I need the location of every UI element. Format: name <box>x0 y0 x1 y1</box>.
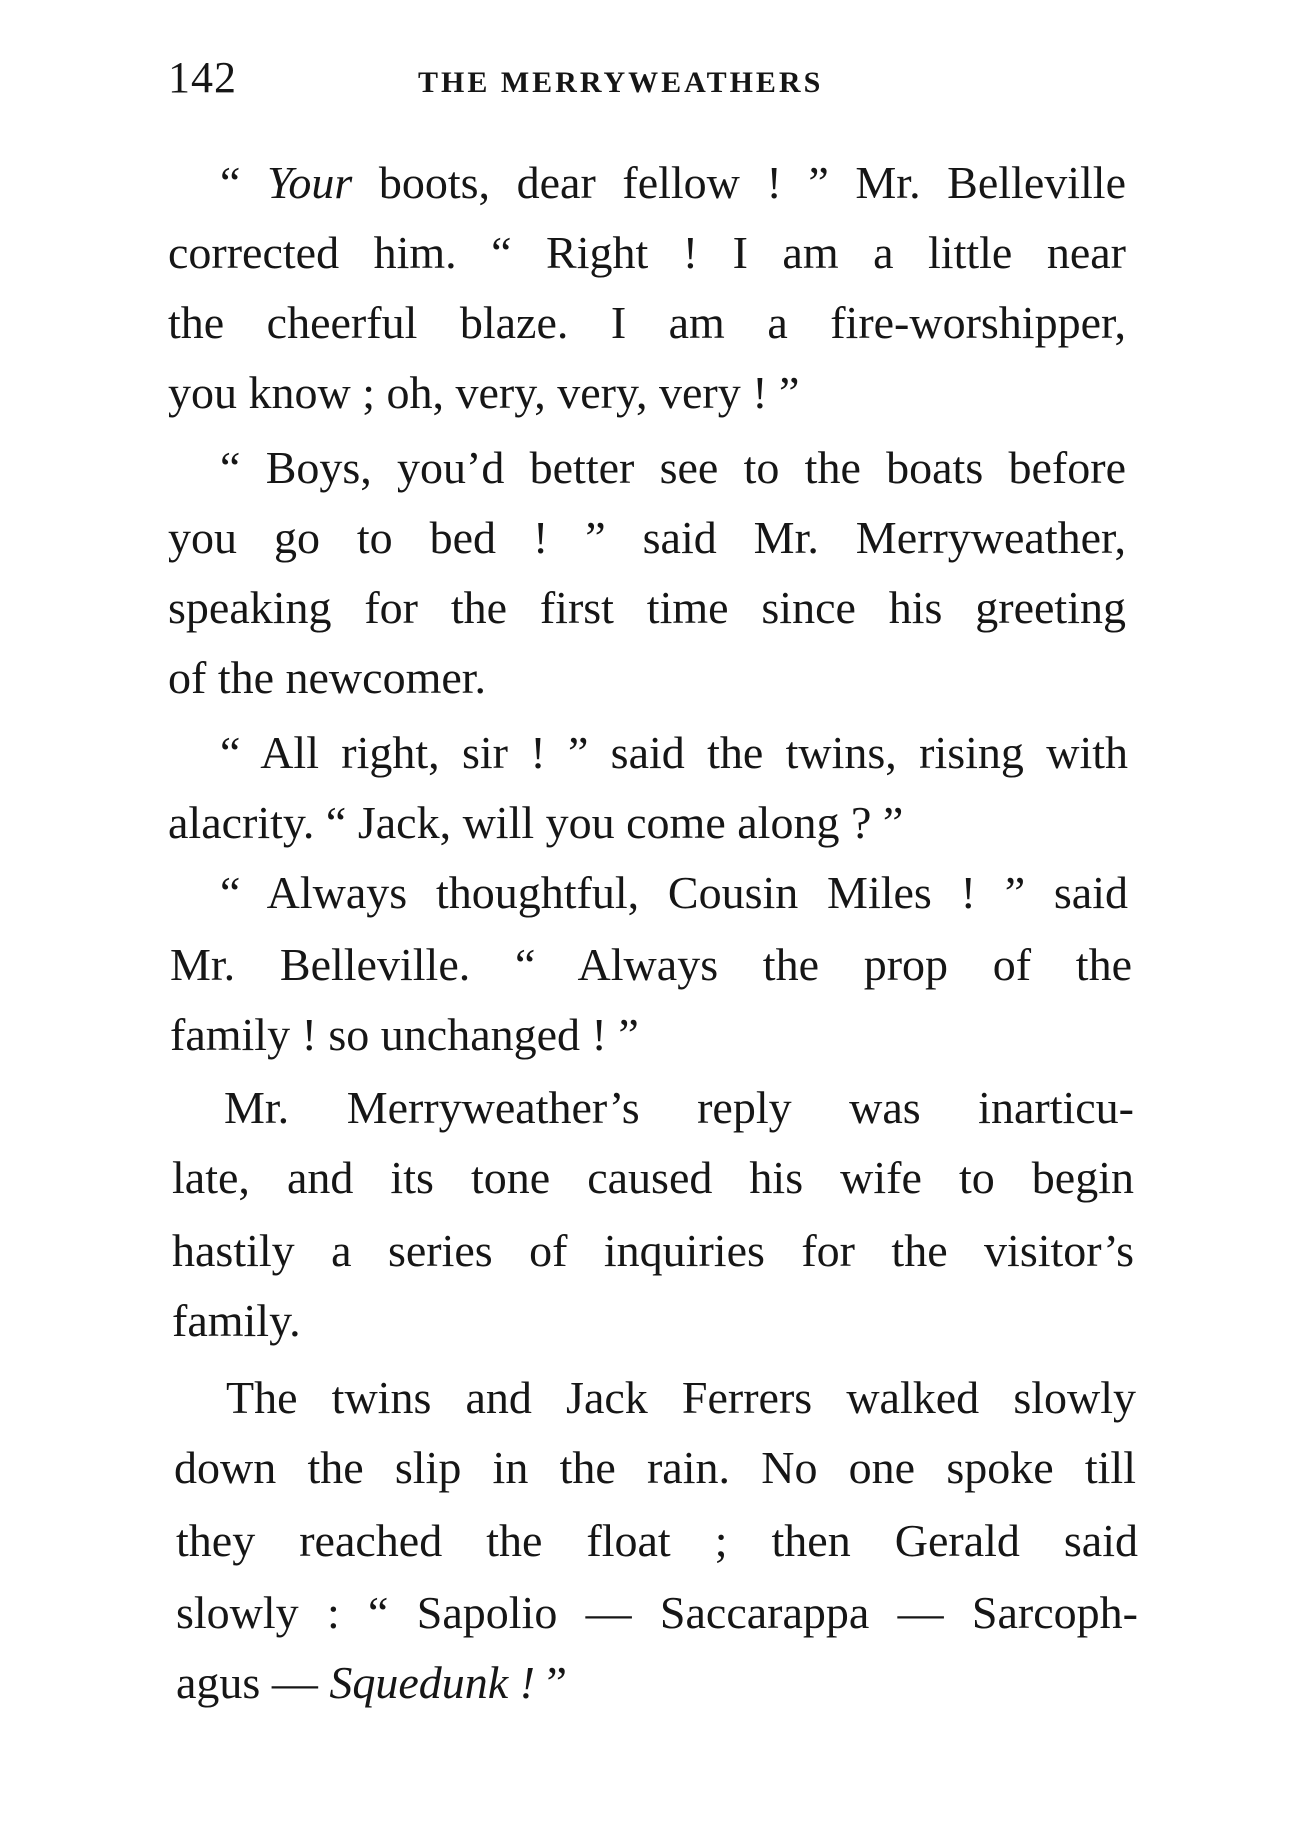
text-line: family. <box>172 1295 301 1346</box>
page-number: 142 <box>168 53 237 102</box>
text-line: family ! so unchanged ! ” <box>170 1009 639 1060</box>
text-segment: agus — <box>176 1657 330 1708</box>
text-line: speaking for the first time since his greeting <box>168 582 1126 633</box>
text-line <box>176 1657 1138 1708</box>
text-line: corrected him. “ Right ! I am a little near <box>168 227 1126 278</box>
text-line: slowly : “ Sapolio — Saccarappa — Sarcoph- <box>176 1587 1138 1638</box>
italic-text: Squedunk ! <box>329 1657 535 1708</box>
text-line: the cheerful blaze. I am a fire-worshipper, <box>168 297 1126 348</box>
text-line: hastily a series of inquiries for the visitor’s <box>172 1225 1134 1276</box>
text-line: of the newcomer. <box>168 652 487 703</box>
text-line: Mr. Belleville. “ Always the prop of the <box>170 939 1132 990</box>
text-line: late, and its tone caused his wife to begin <box>172 1152 1134 1203</box>
running-title: THE MERRYWEATHERS <box>418 66 824 99</box>
text-line: Mr. Merryweather’s reply was inarticu- <box>224 1082 1134 1133</box>
text-segment: “ <box>220 157 268 208</box>
text-line: “ Always thoughtful, Cousin Miles ! ” said <box>220 867 1128 918</box>
text-line: down the slip in the rain. No one spoke till <box>174 1442 1136 1493</box>
text-line: alacrity. “ Jack, will you come along ? ” <box>168 797 904 848</box>
text-line: “ All right, sir ! ” said the twins, rising with <box>220 727 1128 778</box>
text-line: The twins and Jack Ferrers walked slowly <box>226 1372 1136 1423</box>
text-line: “ Boys, you’d better see to the boats before <box>220 442 1126 493</box>
text-line <box>168 157 1126 208</box>
page-header <box>168 52 1128 112</box>
italic-text: Your <box>267 157 353 208</box>
text-line: they reached the float ; then Gerald said <box>176 1515 1138 1566</box>
text-segment: ” <box>534 1657 567 1708</box>
text-line: you go to bed ! ” said Mr. Merryweather, <box>168 512 1126 563</box>
text-line: you know ; oh, very, very, very ! ” <box>168 367 800 418</box>
text-segment: boots, dear fellow ! ” Mr. Belleville <box>352 157 1126 208</box>
